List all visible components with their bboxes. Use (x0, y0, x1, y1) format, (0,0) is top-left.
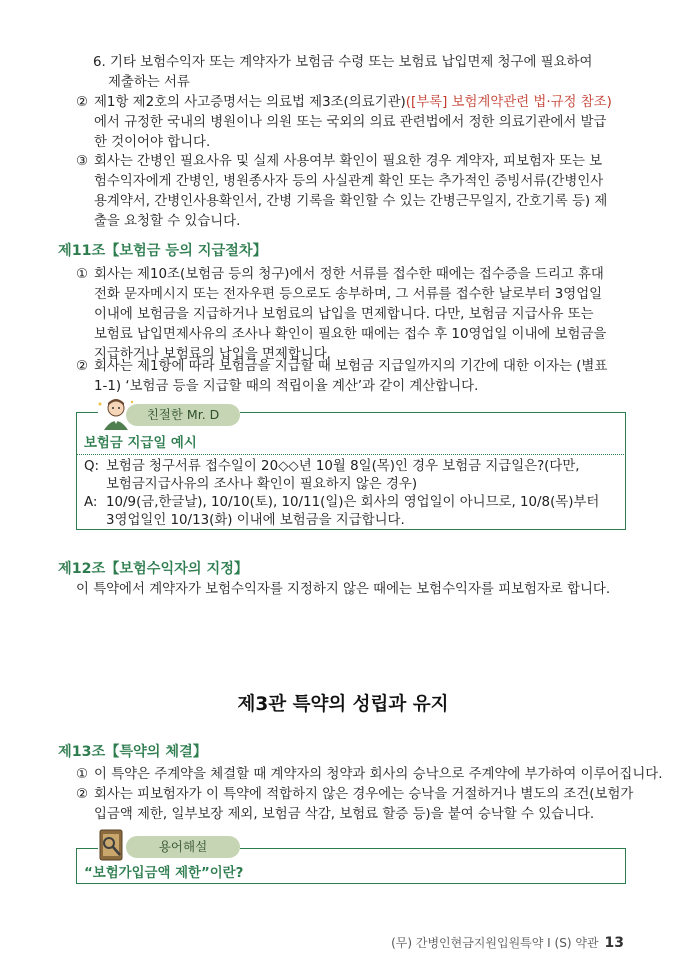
p3-number: ③ (76, 154, 89, 169)
book-icon (96, 828, 128, 864)
a10-p2-line2: 에서 규정한 국내의 병원이나 의원 또는 국외의 의료 관련법에서 정한 의료기관에서 발급 (94, 115, 607, 130)
a13-p1-line1: 이 특약은 주계약을 체결할 때 계약자의 청약과 회사의 승낙으로 주계약에 부가하여 이루어집니다. (94, 767, 663, 782)
a13-p2-line2: 입금액 제한, 일부보장 제외, 보험금 삭감, 보험료 할증 등)을 붙여 승낙할 수 있습니다. (94, 807, 595, 822)
article11-title: 제11조【보험금 등의 지급절차】 (58, 243, 267, 259)
term-box-heading: “보험가입금액 제한”이란? (84, 866, 244, 881)
article13-title: 제13조【특약의 체결】 (58, 744, 207, 760)
article12-title: 제12조【보험수익자의 지정】 (58, 561, 249, 577)
question-line1: 보험금 청구서류 접수일이 20◇◇년 10월 8일(목)인 경우 보험금 지급일은?(다만, (106, 459, 580, 474)
item6-line2: 제출하는 서류 (108, 75, 190, 90)
a11-p1-line1: 회사는 제10조(보험금 등의 청구)에서 정한 서류를 접수한 때에는 접수증을 드리고 휴대 (94, 267, 604, 282)
a13-p1-number: ① (76, 767, 89, 782)
a11-p1-number: ① (76, 267, 89, 282)
chapter-title: 제3관 특약의 성립과 유지 (237, 694, 449, 715)
a11-p2-number: ② (76, 359, 89, 374)
a10-p3-line1: 회사는 간병인 필요사유 및 실제 사용여부 확인이 필요한 경우 계약자, 피보험자 또는 보 (94, 154, 603, 169)
appendix-reference: ([부록] 보험계약관련 법·규정 참조) (405, 95, 612, 110)
a10-p3-line2: 험수익자에게 간병인, 병원종사자 등의 사실관계 확인 또는 추가적인 증빙서류(간병인사 (94, 174, 604, 189)
answer-line2: 3영업일인 10/13(화) 이내에 보험금을 지급합니다. (106, 513, 405, 528)
page-number: 13 (604, 935, 624, 951)
a10-p2-text: 제1항 제2호의 사고증명서는 의료법 제3조(의료기관) (94, 95, 406, 110)
a13-p2-number: ② (76, 787, 89, 802)
a10-p3-line3: 용계약서, 간병인사용확인서, 간병 기록을 확인할 수 있는 간병근무일지, 간호기록 등) 제 (94, 194, 608, 209)
footer-document-title: (무) 간병인현금지원입원특약 I (S) 약관 (391, 936, 599, 950)
p2-number: ② (76, 95, 89, 110)
item6-line1: 6. 기타 보험수익자 또는 계약자가 보험금 수령 또는 보험료 납입면제 청구에 필요하여 (93, 55, 593, 70)
page-footer (391, 934, 624, 951)
a10-p3-line4: 출을 요청할 수 있습니다. (94, 214, 241, 229)
mrd-box-heading: 보험금 지급일 예시 (84, 436, 197, 451)
question-label: Q: (84, 459, 100, 474)
a11-p1-line3: 이내에 보험금을 지급하거나 보험료의 납입을 면제합니다. 다만, 보험금 지급사유 또는 (94, 307, 594, 322)
a11-p1-line5: 지급하거나 보험료의 납입을 면제합니다. (94, 347, 331, 362)
a13-p2-line1: 회사는 피보험자가 이 특약에 적합하지 않은 경우에는 승낙을 거절하거나 별도의 조건(보험가 (94, 787, 634, 802)
answer-label: A: (84, 495, 98, 510)
a10-p2-line3: 한 것이어야 합니다. (94, 135, 211, 150)
mrd-badge: 친절한 Mr. D (126, 404, 240, 426)
mrd-box-divider (76, 454, 626, 455)
a11-p2-line1: 회사는 제1항에 따라 보험금을 지급할 때 보험금 지급일까지의 기간에 대한 이자는 (별표 (94, 359, 608, 374)
a11-p2-line2: 1-1) ‘보험금 등을 지급할 때의 적립이율 계산’과 같이 계산합니다. (94, 379, 479, 394)
answer-line1: 10/9(금,한글날), 10/10(토), 10/11(일)은 회사의 영업일이 아니므로, 10/8(목)부터 (106, 495, 600, 510)
a12-line1: 이 특약에서 계약자가 보험수익자를 지정하지 않은 때에는 보험수익자를 피보험자로 합니다. (76, 582, 611, 597)
a10-p2-line1 (94, 94, 612, 112)
a11-p1-line4: 보험료 납입면제사유의 조사나 확인이 필요한 때에는 접수 후 10영업일 이내에 보험금을 (94, 327, 607, 342)
question-line2: 보험금지급사유의 조사나 확인이 필요하지 않은 경우) (106, 477, 418, 492)
a11-p1-line2: 전화 문자메시지 또는 전자우편 등으로도 송부하며, 그 서류를 접수한 날로부터 3영업일 (94, 287, 603, 302)
term-badge: 용어해설 (126, 836, 240, 858)
